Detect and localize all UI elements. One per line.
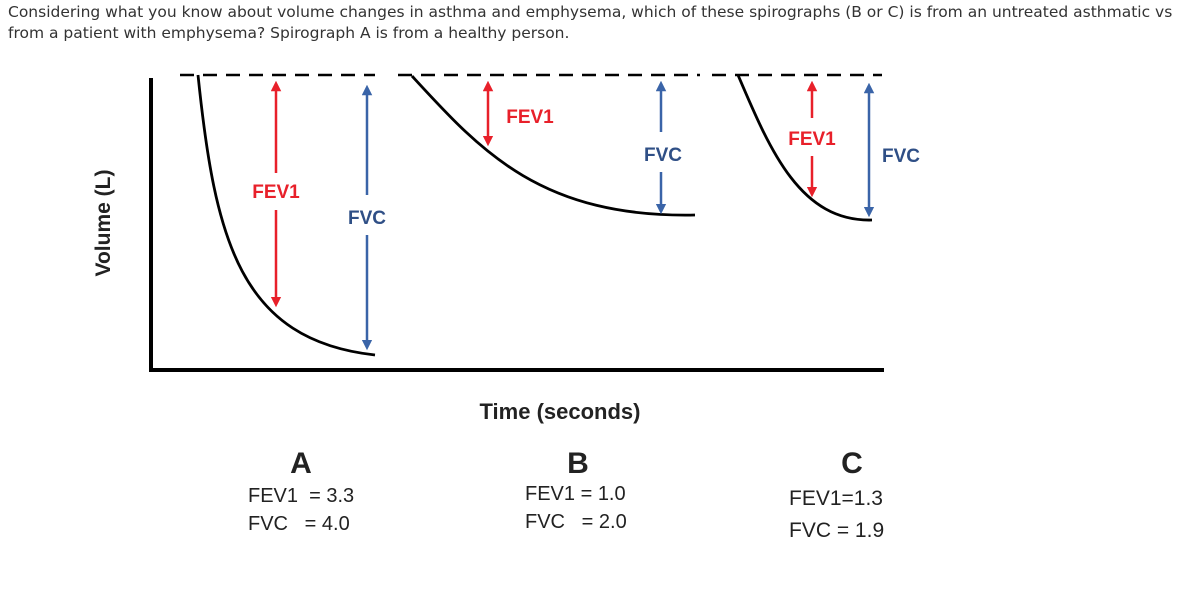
fev1-label-b: FEV1	[506, 107, 554, 128]
fev1-label-c: FEV1	[788, 129, 836, 150]
y-axis-label: Volume (L)	[92, 169, 115, 277]
spirograph-name-a: A	[290, 447, 312, 480]
question-text: Considering what you know about volume changes in asthma and emphysema, which of these spirographs (B or C) is from an untreated asthmatic vs from a patient with emphysema? Spirograph A is from a healthy person.	[8, 3, 1173, 42]
x-axis-label: Time (seconds)	[479, 399, 641, 424]
spirograph-name-b: B	[567, 447, 589, 480]
stats-fvc-b: FVC = 2.0	[525, 511, 627, 533]
stats-fev1-a: FEV1 = 3.3	[248, 485, 355, 507]
fvc-label-b: FVC	[644, 145, 682, 166]
spirograph-name-c: C	[841, 447, 863, 480]
fev1-label-a: FEV1	[252, 182, 300, 203]
stats-fvc-c: FVC = 1.9	[789, 519, 885, 542]
fvc-label-c: FVC	[882, 146, 920, 167]
stats-fev1-c: FEV1=1.3	[789, 487, 883, 510]
stats-fvc-a: FVC = 4.0	[248, 513, 350, 535]
fvc-label-a: FVC	[348, 208, 386, 229]
stats-fev1-b: FEV1 = 1.0	[525, 483, 626, 505]
